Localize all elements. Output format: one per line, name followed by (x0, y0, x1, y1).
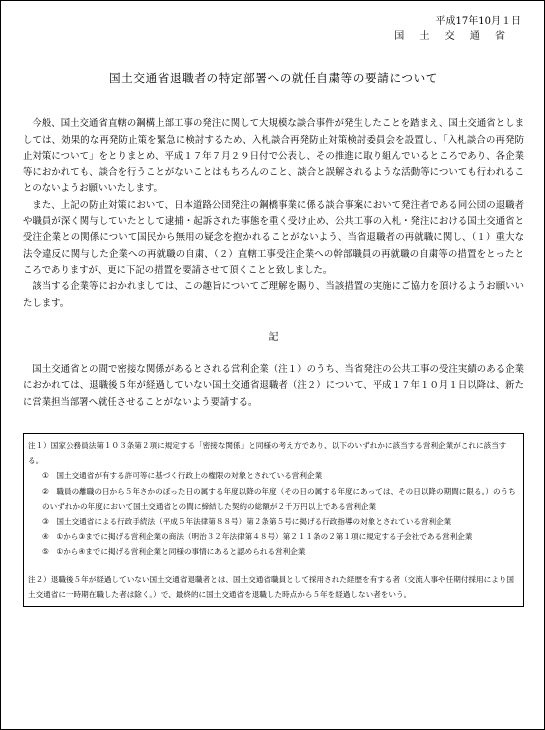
note-1-item-1: ① 国土交通省が有する許可等に基づく行政上の権限の対象とされている営利企業 (42, 471, 323, 481)
note-1-heading: 注１）国家公務員法第１０３条第２項に規定する「密接な関係」と同様の考え方であり、以下のいずれかに該当する営利企業がこれに該当する。 (28, 441, 507, 466)
notes-box (23, 433, 524, 607)
note-1-item-2: ② 職員の離職の日から５年さかのぼった日の属する年度以降の年度（その日の属する年度にあっては、その日以降の期間に限る。）のうちのいずれかの年度において国土交通省との間に締結した契約の総額が２千万円以上である営利企業 (42, 486, 516, 511)
document-title: 国土交通省退職者の特定部署への就任自粛等の要請について (108, 71, 438, 85)
ki-heading: 記 (268, 331, 279, 343)
note-2: 注２）退職後５年が経過していない国土交通省退職者とは、国土交通省職員として採用された経歴を有する者（交流人事や任期付採用により国土交通省に一時期在職した者は除く。）で、最終的に国土交通省を退職した時点から５年を経過しない者をいう。 (28, 574, 514, 599)
paragraph-1: 今般、国土交通省直轄の鋼構上部工事の発注に関して大規模な談合事件が発生したことを踏まえ、国土交通省としましては、効果的な再発防止策を緊急に検討するため、入札談合再発防止対策検討委員会を設置し、「入札談合の再発防止対策について」をとりまとめ、平成１７年７月２９日付で公表し、その推進に取り組んでいるところであり、各企業等におかれても、談合を行うことがないことはもちろんのこと、談合と誤解されるような活動等についても行われることのないようお願いいたします。 (23, 118, 524, 195)
document-body (23, 116, 524, 312)
issue-date: 平成17年10月１日 (435, 16, 521, 27)
issuing-organization: 国 土 交 通 省 (394, 31, 511, 42)
request-paragraph: 国土交通省との間で密接な関係があるとされる営利企業（注１）のうち、当省発注の公共工事の受注実績のある企業におかれては、退職後５年が経過していない国土交通省退職者（注２）について、平成１７年１０月１日以降は、新たに営業担当部署へ就任させることがないよう要請する。 (23, 364, 524, 408)
notes-spacer (28, 560, 517, 572)
note-1-item-4: ④ ①から③までに掲げる営利企業の商法（明治３２年法律第４８号）第２１１条の２第１項に規定する子会社である営利企業 (42, 532, 473, 542)
paragraph-3: 該当する企業等におかれましては、この趣旨についてご理解を賜り、当該措置の実施にご協力を頂けるようお願いいたします。 (23, 281, 524, 309)
note-1-item-5: ⑤ ①から④までに掲げる営利企業と同様の事情にあると認められる営利企業 (42, 547, 306, 557)
date-block (23, 15, 524, 44)
paragraph-2: また、上記の防止対策において、日本道路公団発注の鋼橋事業に係る談合事案において発注者である同公団の退職者や職員が深く関与していたとして逮捕・起訴された事態を重く受け止め、公共工事の入札・発注における国土交通省と受注企業との関係について国民から無用の疑念を抱かれることがないよう、当省退職者の再就職に関し、（１）重大な法令違反に関与した企業への再就職の自粛、（２）直轄工事受注企業への幹部職員の再就職の自粛等の措置をとったところでありますが、更に下記の措置を要請させて頂くことと致しました。 (23, 199, 524, 276)
note-1-item-3: ③ 国土交通省による行政手続法（平成５年法律第８８号）第２条第５号に掲げる行政指導の対象とされている営利企業 (42, 517, 452, 527)
